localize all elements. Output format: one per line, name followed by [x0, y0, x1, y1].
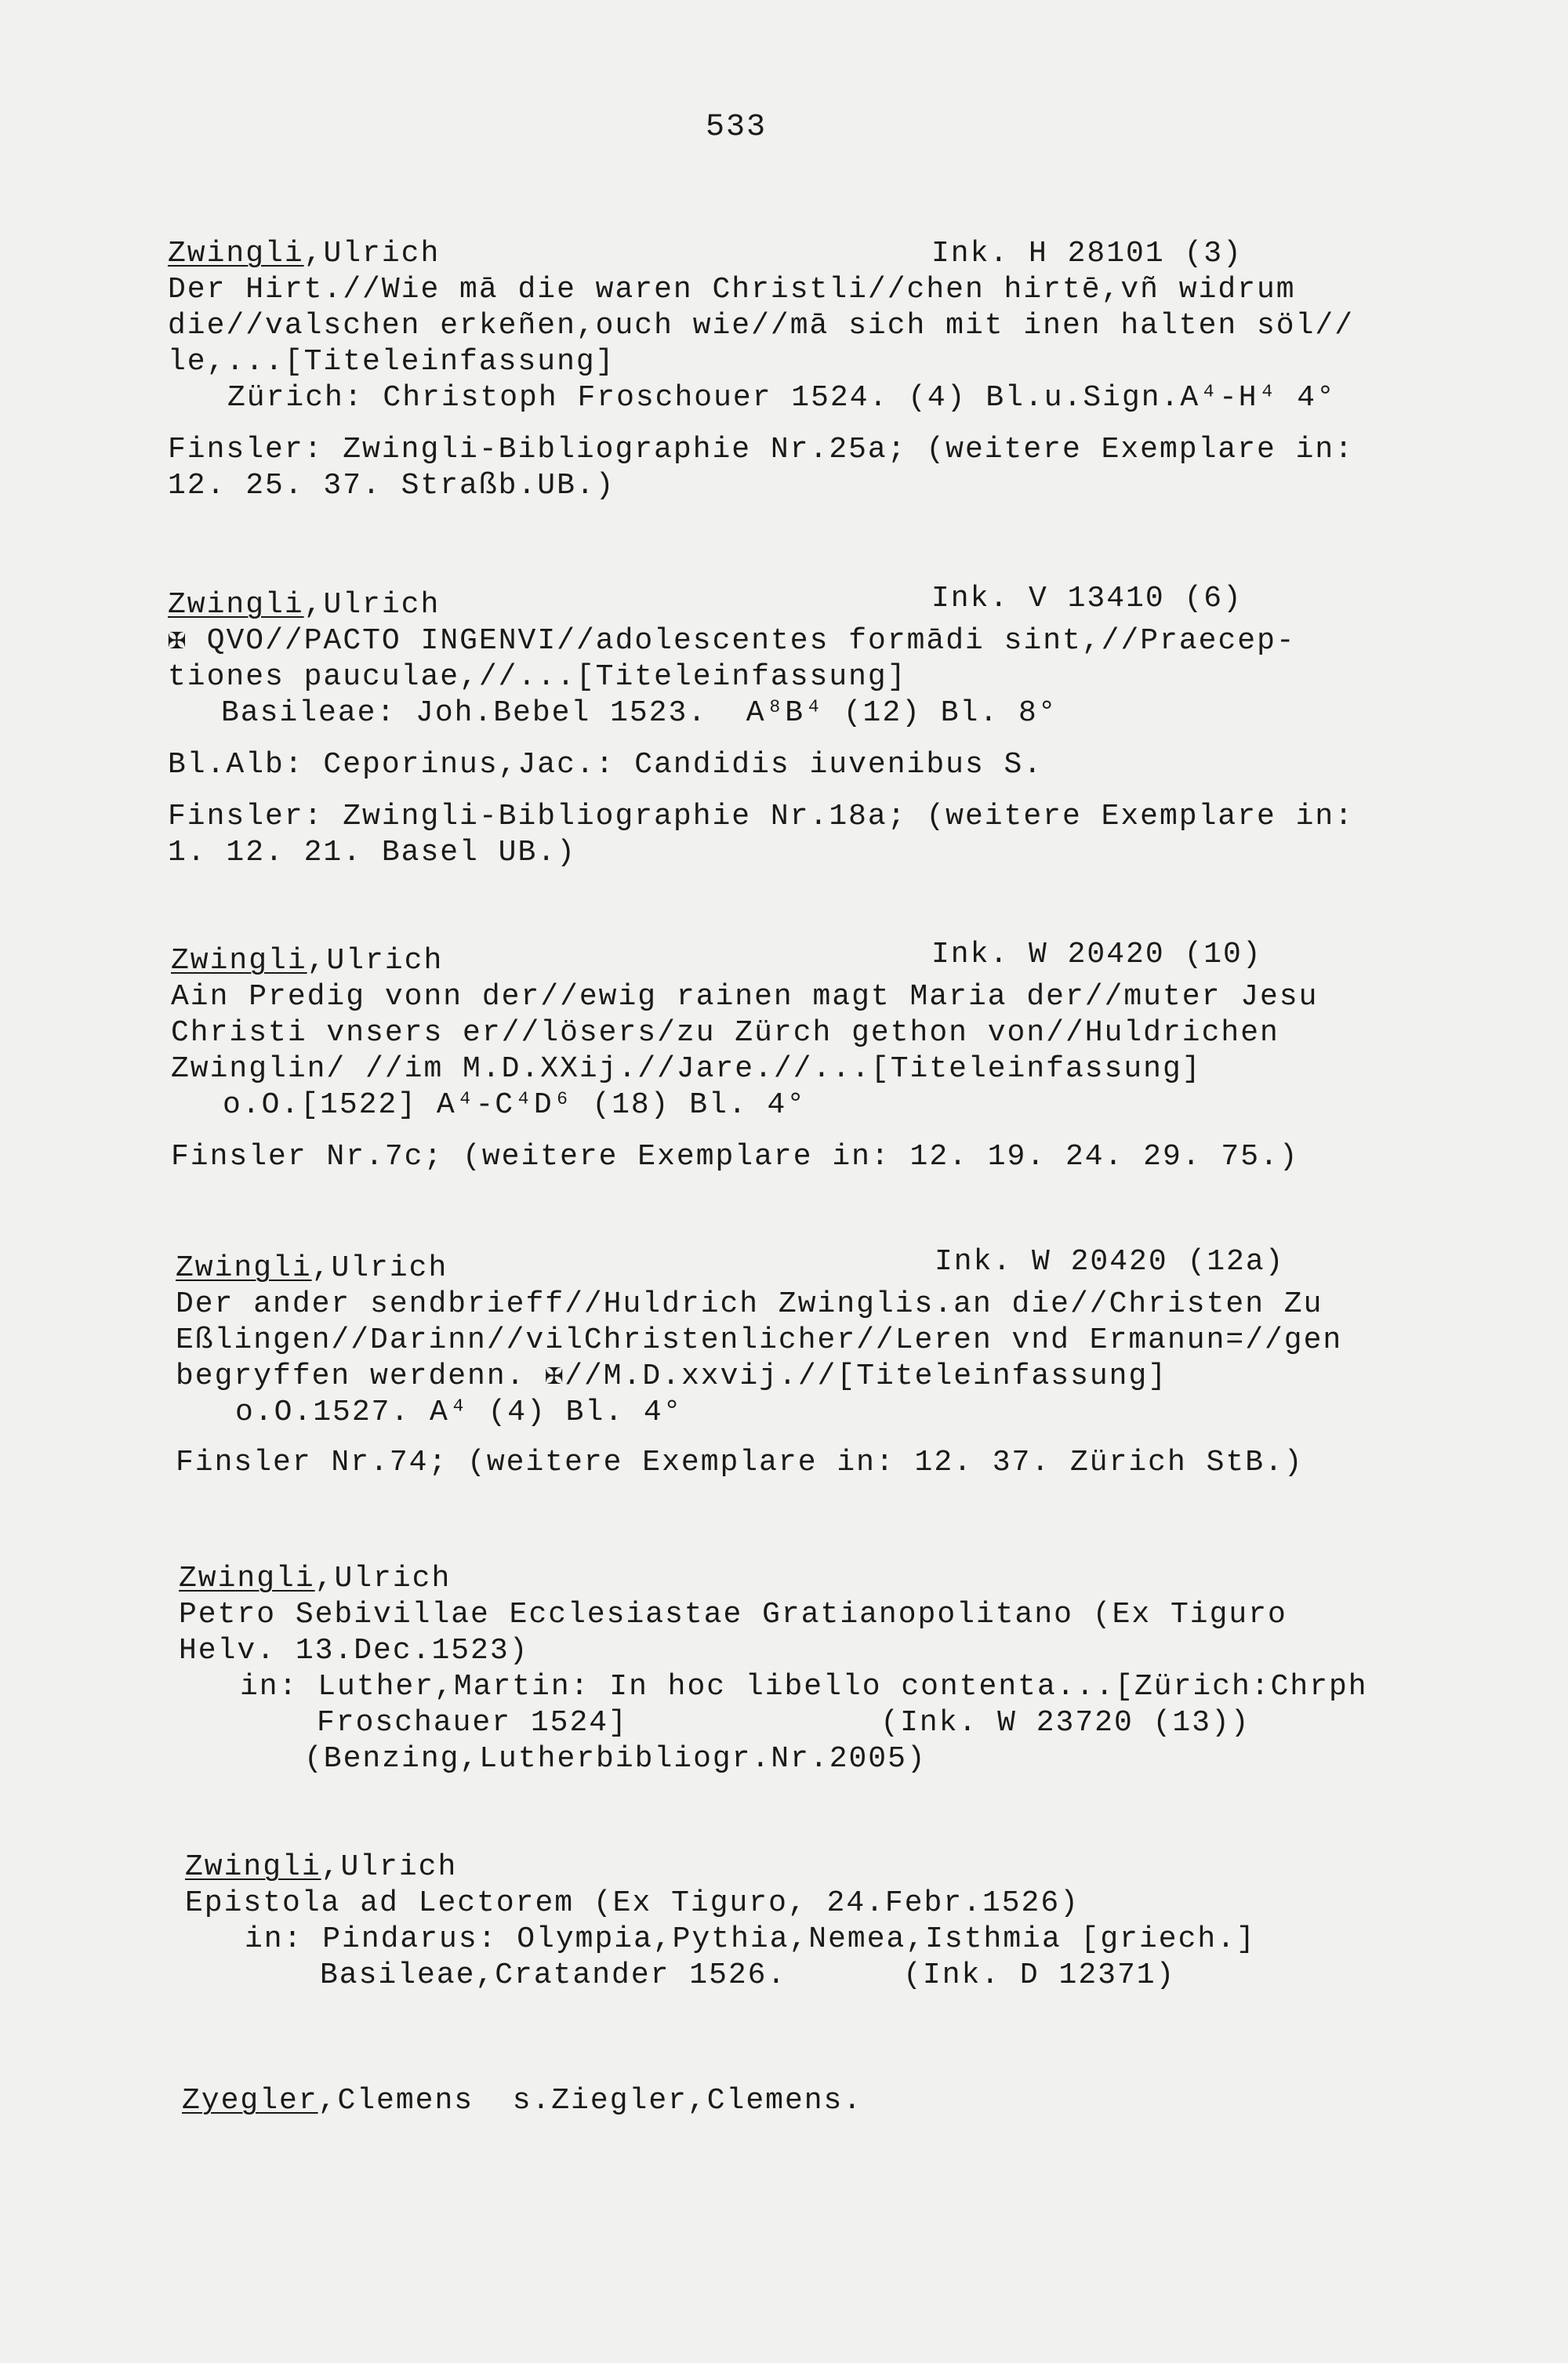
author-forename: ,Ulrich [303, 588, 441, 622]
imprint-line: o.O.1527. A⁴ (4) Bl. 4° [235, 1396, 683, 1429]
note-line: Finsler Nr.74; (weitere Exemplare in: 12. 37. Zürich StB.) [176, 1446, 1304, 1479]
printer-ornament-icon: ✠ [168, 624, 187, 658]
title-line: Zwinglin/ //im M.D.XXij.//Jare.//...[Titeleinfassung] [171, 1052, 1202, 1086]
author-surname: Zwingli [185, 1850, 321, 1884]
title-line: Helv. 13.Dec.1523) [179, 1634, 529, 1668]
title-text: //M.D.xxvij.//[Titeleinfassung] [564, 1359, 1168, 1393]
title-line [168, 623, 1296, 660]
shelf-reference: Ink. W 20420 (12a) [935, 1245, 1285, 1279]
shelf-reference: Ink. H 28101 (3) [931, 237, 1243, 270]
title-text: begryffen werdenn. [176, 1359, 546, 1393]
page-number: 533 [706, 110, 768, 145]
entry-heading [179, 1560, 451, 1598]
note-line: 1. 12. 21. Basel UB.) [168, 836, 576, 869]
author-forename: ,Ulrich [307, 944, 444, 978]
source-line: in: Luther,Martin: In hoc libello contenta...[Zürich:Chrph [240, 1670, 1368, 1704]
author-surname: Zwingli [176, 1251, 312, 1285]
entry-heading [185, 1849, 457, 1886]
entry-heading [171, 942, 443, 980]
title-line: Petro Sebivillae Ecclesiastae Gratianopolitano (Ex Tiguro [179, 1598, 1287, 1632]
title-line: Der ander sendbrieff//Huldrich Zwinglis.an die//Christen Zu [176, 1287, 1323, 1321]
note-line: 12. 25. 37. Straßb.UB.) [168, 469, 615, 503]
author-surname: Zwingli [168, 237, 304, 270]
note-line: Bl.Alb: Ceporinus,Jac.: Candidis iuvenibus S. [168, 748, 1044, 782]
imprint-line: Zürich: Christoph Froschouer 1524. (4) Bl.u.Sign.A⁴-H⁴ 4° [227, 381, 1336, 415]
title-line: Der Hirt.//Wie mā die waren Christli//chen hirtē,vñ widrum [168, 273, 1296, 307]
cross-reference [182, 2082, 862, 2120]
entry-heading [168, 586, 440, 624]
imprint-line: o.O.[1522] A⁴-C⁴D⁶ (18) Bl. 4° [223, 1088, 807, 1122]
note-line: Finsler: Zwingli-Bibliographie Nr.18a; (weitere Exemplare in: [168, 800, 1355, 833]
author-forename: ,Clemens [318, 2084, 474, 2118]
see-reference: s.Ziegler,Clemens. [512, 2084, 863, 2118]
entry-heading [176, 1250, 448, 1287]
see-reference-spacer [474, 2084, 513, 2118]
author-surname: Zyegler [182, 2084, 318, 2118]
author-surname: Zwingli [179, 1562, 315, 1595]
shelf-reference: Ink. V 13410 (6) [931, 582, 1243, 615]
title-line [176, 1358, 1167, 1396]
source-line: Basileae,Cratander 1526. (Ink. D 12371) [320, 1958, 1176, 1992]
title-line: le,...[Titeleinfassung] [168, 345, 615, 379]
title-text: QVO//PACTO INGENVI//adolescentes formādi sint,//Praecep- [187, 624, 1296, 658]
author-forename: ,Ulrich [314, 1562, 452, 1595]
title-line: Christi vnsers er//lösers/zu Zürch gethon von//Huldrichen [171, 1016, 1279, 1050]
shelf-reference: Ink. W 20420 (10) [931, 938, 1262, 971]
source-line: in: Pindarus: Olympia,Pythia,Nemea,Isthmia [griech.] [245, 1922, 1256, 1956]
author-forename: ,Ulrich [321, 1850, 458, 1884]
printer-ornament-icon: ✠ [545, 1359, 565, 1393]
note-line: Finsler Nr.7c; (weitere Exemplare in: 12. 19. 24. 29. 75.) [171, 1140, 1299, 1174]
title-line: Eßlingen//Darinn//vilChristenlicher//Leren vnd Ermanun=//gen [176, 1323, 1343, 1357]
title-line: Epistola ad Lectorem (Ex Tiguro, 24.Febr.1526) [185, 1886, 1080, 1920]
author-surname: Zwingli [168, 588, 304, 622]
note-line: Finsler: Zwingli-Bibliographie Nr.25a; (weitere Exemplare in: [168, 433, 1355, 466]
title-line: die//valschen erkeñen,ouch wie//mā sich mit inen halten söl// [168, 309, 1355, 343]
title-line: tiones pauculae,//...[Titeleinfassung] [168, 660, 907, 694]
imprint-line: Basileae: Joh.Bebel 1523. A⁸B⁴ (12) Bl. 8° [221, 696, 1058, 730]
entry-heading [168, 235, 440, 273]
author-forename: ,Ulrich [311, 1251, 448, 1285]
author-surname: Zwingli [171, 944, 307, 978]
author-forename: ,Ulrich [303, 237, 441, 270]
title-line: Ain Predig vonn der//ewig rainen magt Maria der//muter Jesu [171, 980, 1319, 1014]
note-line: (Benzing,Lutherbibliogr.Nr.2005) [304, 1742, 927, 1776]
source-line: Froschauer 1524] (Ink. W 23720 (13)) [317, 1706, 1250, 1740]
